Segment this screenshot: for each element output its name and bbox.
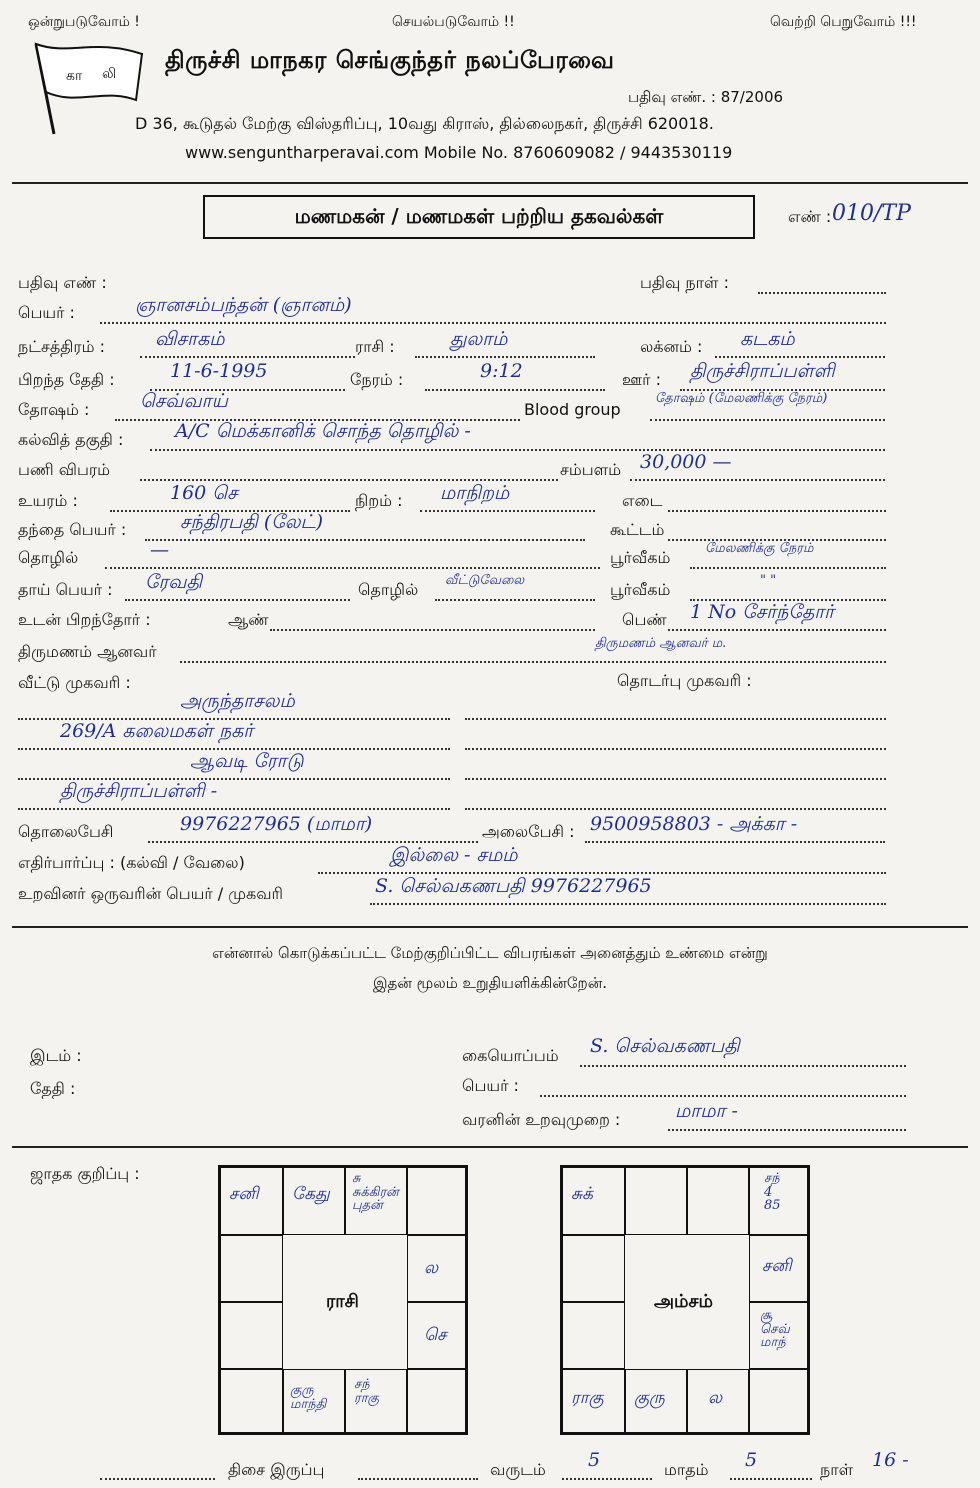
mother-origin-line (690, 581, 886, 601)
day-value: 16 - (872, 1449, 909, 1471)
contact-address-line-3 (465, 760, 886, 780)
amsam-chart (560, 1165, 810, 1435)
rasi-title: ராசி (326, 1291, 359, 1312)
amsam-cell-text: சந் 4 85 (764, 1171, 781, 1214)
married-label: திருமணம் ஆனவர் (18, 642, 157, 661)
mother-origin-value: " " (760, 573, 777, 588)
rasi-cell-text: சனி (229, 1184, 259, 1204)
home-address-value-2: 269/A கலைமகள் நகர் (60, 720, 254, 742)
amsam-cell (749, 1369, 808, 1433)
kootam-line (668, 521, 886, 541)
rasi-cell (345, 1167, 407, 1235)
amsam-cell (562, 1167, 625, 1235)
signature-label: கையொப்பம் (462, 1046, 559, 1065)
dasa-line (358, 1460, 478, 1480)
job-label: பணி விபரம் (18, 460, 111, 479)
mother-job-value: வீட்டுவேலை (445, 573, 525, 588)
rasi-cell (407, 1167, 466, 1235)
place-label: இடம் : (30, 1046, 82, 1065)
dob-label: பிறந்த தேதி : (18, 370, 115, 389)
occupation-line (105, 549, 600, 569)
month-line (730, 1460, 812, 1480)
year-line (562, 1460, 652, 1480)
rasi-label: ராசி : (355, 337, 395, 356)
contact-address-line-1 (465, 700, 886, 720)
star-value: விசாகம் (155, 328, 225, 350)
rasi-chart (218, 1165, 468, 1435)
amsam-cell (749, 1167, 808, 1235)
date-label: தேதி : (30, 1079, 76, 1098)
blood-group-value: தோஷம் (மேலணிக்கு நேரம்) (655, 391, 828, 406)
rasi-cell (220, 1369, 283, 1433)
contact-address-line-4 (465, 790, 886, 810)
serial-value: 010/TP (832, 201, 911, 226)
month-value: 5 (745, 1449, 758, 1471)
mobile-label: அலைபேசி : (482, 822, 575, 841)
rasi-cell-text: ல (424, 1258, 439, 1278)
amsam-cell (625, 1167, 687, 1235)
rasi-cell (407, 1369, 466, 1433)
relation-label: வரனின் உறவுமுறை : (462, 1110, 621, 1129)
time-label: நேரம் : (350, 370, 404, 389)
dob-value: 11-6-1995 (170, 360, 268, 382)
reg-date-line (758, 274, 886, 294)
amsam-cell (625, 1369, 687, 1433)
declaration-line-2: இதன் மூலம் உறுதியளிக்கின்றேன். (372, 974, 608, 992)
amsam-cell-text: குரு (634, 1388, 665, 1408)
occupation-value: — (150, 539, 169, 561)
lagnam-label: லக்னம் : (640, 337, 703, 356)
name-label: பெயர் : (18, 303, 75, 322)
married-line (180, 643, 886, 663)
rasi-cell-text: செ (424, 1325, 447, 1345)
dasa-pre-line (100, 1460, 215, 1480)
contact-address-line-2 (465, 730, 886, 750)
name-value: ஞானசம்பந்தன் (ஞானம்) (135, 294, 352, 316)
siblings-female-label: பெண் (622, 610, 667, 629)
svg-text:லி: லி (102, 66, 117, 82)
kootam-label: கூட்டம் (610, 520, 665, 539)
relative-value: S. செல்வகணபதி 9976227965 (375, 875, 652, 897)
place-label: ஊர் : (622, 370, 661, 389)
time-value: 9:12 (480, 360, 523, 382)
amsam-cell (562, 1302, 625, 1369)
occupation-label: தொழில் (18, 548, 79, 567)
phone-value: 9976227965 (மாமா) (180, 813, 373, 835)
weight-line (668, 492, 886, 512)
org-address: D 36, கூடுதல் மேற்கு விஸ்தரிப்பு, 10வது கிராஸ், தில்லைநகர், திருச்சி 620018. (135, 114, 714, 133)
rasi-cell (345, 1369, 407, 1433)
org-name: திருச்சி மாநகர செங்குந்தர் நலப்பேரவை (165, 46, 615, 74)
flag-logo (14, 26, 154, 136)
rasi-cell (220, 1302, 283, 1369)
expectation-label: எதிர்பார்ப்பு : (கல்வி / வேலை) (18, 853, 245, 872)
colour-label: நிறம் : (355, 491, 403, 510)
rasi-cell (220, 1235, 283, 1302)
amsam-title: அம்சம் (654, 1291, 713, 1312)
rasi-cell (407, 1302, 466, 1369)
married-value: திருமணம் ஆனவர் ம. (595, 636, 727, 651)
star-label: நட்சத்திரம் : (18, 337, 106, 356)
origin-label: பூர்வீகம் (610, 548, 671, 567)
rasi-cell (283, 1369, 345, 1433)
colour-value: மாநிறம் (440, 482, 510, 504)
horoscope-label: ஜாதக குறிப்பு : (30, 1164, 140, 1183)
education-value: A/C மெக்கானிக் சொந்த தொழில் - (175, 420, 471, 442)
amsam-cell (562, 1369, 625, 1433)
weight-label: எடை (622, 491, 663, 510)
amsam-cell-text: சனி (762, 1256, 792, 1276)
home-address-value-3: ஆவடி ரோடு (190, 750, 304, 772)
height-value: 160 செ (170, 482, 238, 504)
father-value: சந்திரபதி (லேட்) (180, 511, 324, 533)
amsam-cell-text: ராகு (571, 1388, 604, 1408)
relation-value: மாமா - (675, 1100, 738, 1122)
rasi-cell-text: சந் ராகு (354, 1377, 379, 1406)
origin-value: மேலணிக்கு நேரம் (705, 541, 814, 556)
mother-value: ரேவதி (145, 571, 203, 593)
reg-no-label: பதிவு எண் : (18, 273, 107, 292)
phone-label: தொலைபேசி (18, 822, 114, 841)
mobile-value: 9500958803 - அக்கா - (590, 813, 798, 835)
amsam-cell-text: சுக் (571, 1184, 593, 1204)
motto-right: வெற்றி பெறுவோம் !!! (770, 14, 917, 30)
salary-label: சம்பளம் (560, 460, 621, 479)
registration-number: பதிவு எண். : 87/2006 (628, 88, 784, 106)
signer-name-line (540, 1077, 906, 1097)
rasi-cell (283, 1167, 345, 1235)
dosham-label: தோஷம் : (18, 400, 90, 419)
amsam-cell (749, 1302, 808, 1369)
org-contact: www.senguntharperavai.com Mobile No. 8760609082 / 9443530119 (185, 143, 733, 162)
rasi-cell-text: சு சுக்கிரன் புதன் (352, 1171, 399, 1214)
amsam-cell (687, 1167, 749, 1235)
svg-text:கா: கா (66, 68, 83, 84)
amsam-cell (687, 1369, 749, 1433)
home-address-label: வீட்டு முகவரி : (18, 673, 131, 692)
motto-left: ஒன்றுபடுவோம் ! (28, 14, 140, 30)
form-heading: மணமகன் / மணமகள் பற்றிய தகவல்கள் (203, 195, 755, 239)
rasi-cell (220, 1167, 283, 1235)
rasi-value: துலாம் (450, 328, 508, 350)
signer-name-label: பெயர் : (462, 1076, 519, 1095)
relative-label: உறவினர் ஒருவரின் பெயர் / முகவரி (18, 884, 284, 903)
siblings-female-value: 1 No சேர்ந்தோர் (690, 601, 835, 623)
serial-label: எண் : (788, 207, 832, 226)
place-value: திருச்சிராப்பள்ளி (690, 360, 835, 382)
siblings-label: உடன் பிறந்தோர் : (18, 610, 151, 629)
year-value: 5 (588, 1449, 601, 1471)
blood-group-label: Blood group (524, 400, 621, 419)
father-label: தந்தை பெயர் : (18, 520, 127, 539)
mother-label: தாய் பெயர் : (18, 580, 113, 599)
mother-origin-label: பூர்வீகம் (610, 580, 671, 599)
dasa-label: திசை இருப்பு (228, 1460, 325, 1479)
month-label: மாதம் (664, 1460, 709, 1479)
day-label: நாள் (820, 1460, 854, 1479)
rasi-cell-text: குரு மாந்தி (290, 1383, 327, 1412)
declaration-line-1: என்னால் கொடுக்கப்பட்ட மேற்குறிப்பிட்ட விபரங்கள் அனைத்தும் உண்மை என்று (212, 944, 768, 962)
contact-address-label: தொடர்பு முகவரி : (617, 671, 752, 690)
dosham-value: செவ்வாய் (140, 390, 228, 412)
job-line (140, 461, 558, 481)
header-divider (12, 182, 968, 184)
siblings-male-label: ஆண் (228, 610, 269, 629)
siblings-male-line (270, 611, 595, 631)
amsam-cell-text: சூ செவ் மாந் (760, 1308, 790, 1351)
rasi-cell (407, 1235, 466, 1302)
reg-date-label: பதிவு நாள் : (640, 273, 729, 292)
amsam-cell-text: ல (708, 1388, 723, 1408)
education-label: கல்வித் தகுதி : (18, 430, 124, 449)
expectation-value: இல்லை - சமம் (390, 844, 518, 866)
height-label: உயரம் : (18, 491, 78, 510)
lagnam-value: கடகம் (740, 328, 795, 350)
declaration-divider (12, 926, 968, 928)
rasi-cell-text: கேது (292, 1184, 330, 1204)
salary-value: 30,000 — (640, 451, 732, 473)
motto-center: செயல்படுவோம் !! (392, 14, 515, 30)
signature-value: S. செல்வகணபதி (590, 1035, 740, 1057)
mother-job-label: தொழில் (358, 580, 419, 599)
year-label: வருடம் (490, 1460, 546, 1479)
home-address-value-4: திருச்சிராப்பள்ளி - (60, 780, 218, 802)
home-address-value-1: அருந்தாசலம் (180, 690, 295, 712)
amsam-cell (562, 1235, 625, 1302)
horoscope-divider (12, 1146, 968, 1148)
amsam-cell (749, 1235, 808, 1302)
